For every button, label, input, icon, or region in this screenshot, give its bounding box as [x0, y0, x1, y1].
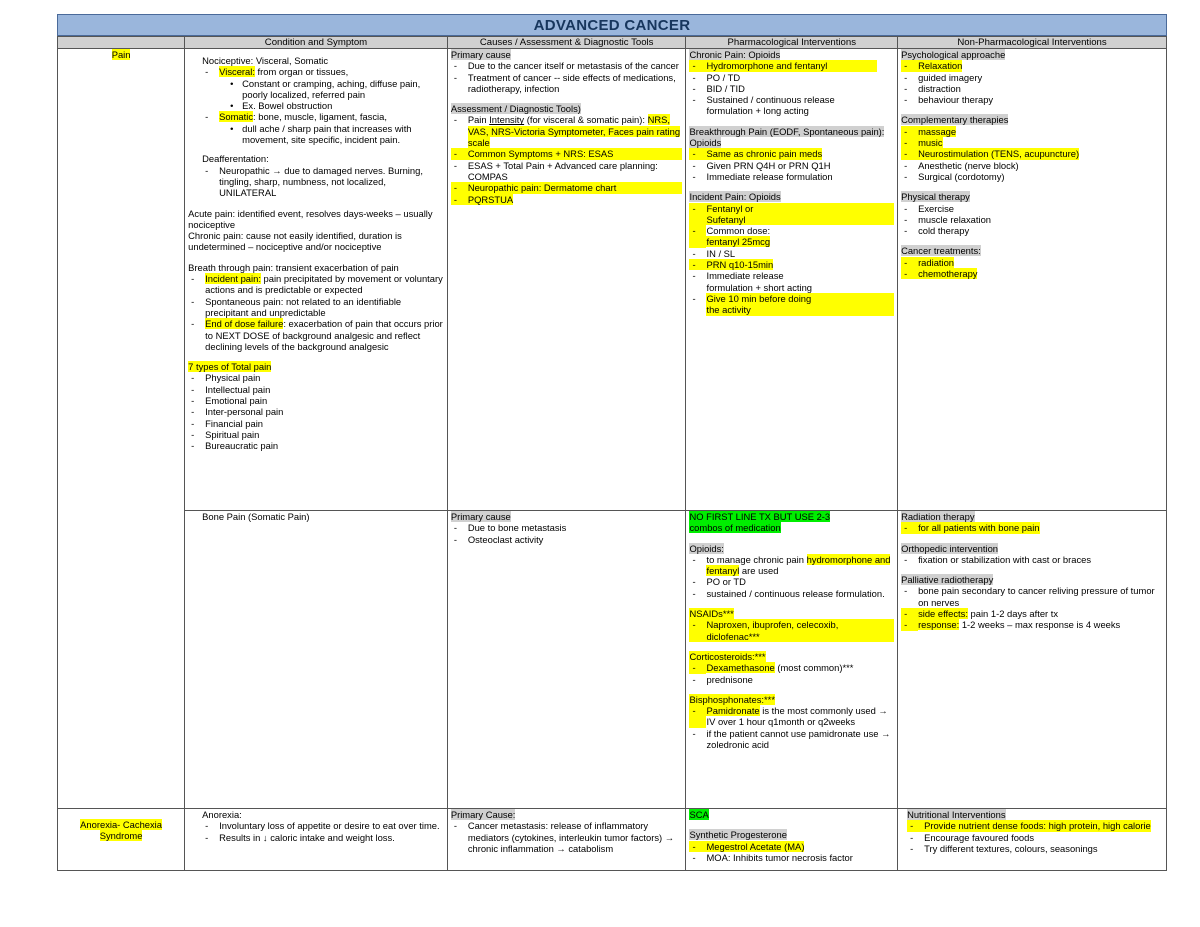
visceral-text: from organ or tissues, — [254, 66, 349, 78]
header-causes: Causes / Assessment & Diagnostic Tools — [447, 37, 686, 49]
nonpharm-item: - response: 1-2 weeks – max response is 4 weeks — [901, 619, 1163, 630]
pharm-item: - Naproxen, ibuprofen, celecoxib, diclofenac*** — [689, 619, 894, 642]
pharm-item: - Dexamethasone (most common)*** — [689, 662, 894, 673]
deafferentation-heading: Deafferentation: — [202, 153, 269, 165]
pain-label-cell — [58, 49, 185, 809]
nutritional-heading: Nutritional Interventions — [907, 809, 1006, 820]
intensity-term: Intensity — [489, 114, 525, 126]
acute-pain-text: Acute pain: identified event, resolves days-weeks – usually nociceptive — [188, 207, 433, 230]
pharm-item: - MOA: Inhibits tumor necrosis factor — [692, 851, 853, 863]
sca-label: SCA — [689, 809, 709, 820]
neuropathic-text: Neuropathic → due to damaged nerves. Burning, tingling, sharp, numbness, not localized, UNILATERAL — [219, 164, 423, 199]
end-of-dose-term: End of dose failure — [205, 318, 284, 330]
nonpharm-text: bone pain secondary to cancer reliving pressure of tumor on nerves — [918, 585, 1155, 608]
incident-term: Incident pain: — [205, 273, 261, 285]
pharm-text: Immediate release formulation — [706, 170, 833, 182]
assessment-text: Common Symptoms + NRS: ESAS — [467, 148, 614, 160]
pain-causes-cell — [447, 49, 686, 511]
visceral-bullet-text: Ex. Bowel obstruction — [242, 100, 333, 112]
assessment-text: (for visceral & somatic pain): — [524, 114, 648, 126]
pharm-item: - prednisone — [692, 673, 753, 685]
nonpharm-text: for all patients with bone pain — [918, 522, 1040, 534]
anorexia-primary-heading: Primary Cause: — [450, 809, 516, 820]
incident-pain-item: - Incident pain: pain precipitated by movement or voluntary actions and is predictable or expected — [191, 273, 443, 296]
total-pain-text: Bureaucratic pain — [205, 440, 279, 452]
pharm-text: Given PRN Q4H or PRN Q1H — [706, 159, 831, 171]
header-pharm: Pharmacological Interventions — [686, 37, 898, 49]
anorexia-row — [58, 809, 1167, 871]
anorexia-label: Anorexia- Cachexia Syndrome — [80, 819, 162, 842]
pharm-item: - if the patient cannot use pamidronate use → zoledronic acid — [689, 728, 894, 751]
psych-heading: Psychological approache — [901, 49, 1006, 60]
pharm-text: BID / TID — [706, 82, 745, 94]
anorexia-condition-cell — [185, 809, 448, 871]
pharm-text: Naproxen, ibuprofen, celecoxib, diclofenac*** — [706, 619, 894, 642]
anorexia-causes-cell — [447, 809, 686, 871]
nonpharm-text: behaviour therapy — [918, 94, 994, 106]
pharm-item: - Given PRN Q4H or PRN Q1H — [692, 159, 831, 171]
somatic-bullet-1: • dull ache / sharp pain that increases with movement, site specific, incident pain. — [188, 123, 444, 146]
document-page — [57, 14, 1167, 871]
anorexia-nonpharm-cell — [898, 809, 1167, 871]
cause-text: Due to bone metastasis — [467, 522, 567, 534]
nonpharm-item: - music — [901, 137, 1163, 148]
assessment-text: ESAS + Total Pain + Advanced care planning: COMPAS — [467, 159, 658, 182]
nonpharm-term: side effects: — [918, 608, 968, 620]
bone-pain-heading: Bone Pain (Somatic Pain) — [202, 511, 310, 522]
total-pain-item: - Inter-personal pain — [191, 406, 284, 418]
pharm-text: sustained / continuous release formulation. — [706, 587, 885, 599]
nonpharm-text: chemotherapy — [918, 268, 978, 280]
nonpharm-item: - fixation or stabilization with cast or braces — [904, 553, 1092, 565]
pharm-item: - Same as chronic pain meds — [689, 148, 894, 159]
spontaneous-text: Spontaneous pain: not related to an identifiable precipitant and unpredictable — [205, 295, 402, 318]
header-nonpharm: Non-Pharmacological Interventions — [898, 37, 1167, 49]
pharm-item: - Sustained / continuous release formulation + long acting — [689, 94, 894, 117]
cause-item: - Due to the cancer itself or metastasis of the cancer — [453, 60, 679, 72]
nonpharm-item: - Provide nutrient dense foods: high protein, high calorie — [901, 820, 1163, 831]
incident-heading: Incident Pain: Opioids — [689, 191, 781, 203]
pharm-text: IN / SL — [706, 247, 736, 259]
assessment-item: - Neuropathic pain: Dermatome chart — [451, 182, 683, 193]
nonpharm-text: Encourage favoured foods — [924, 831, 1035, 843]
bone-pharm-cell — [686, 511, 898, 809]
total-pain-item: - Intellectual pain — [191, 383, 271, 395]
neuropathic-item: - Neuropathic → due to damaged nerves. Burning, tingling, sharp, numbness, not localized, UNILATERAL — [188, 165, 444, 199]
somatic-bullet-text: dull ache / sharp pain that increases with movement, site specific, incident pain. — [242, 122, 412, 146]
pharm-item: - Common dose: fentanyl 25mcg — [689, 225, 894, 248]
pharm-text: Common dose: — [706, 225, 771, 237]
total-pain-text: Financial pain — [205, 417, 264, 429]
orthopedic-heading: Orthopedic intervention — [901, 542, 998, 554]
nonpharm-item: - bone pain secondary to cancer reliving pressure of tumor on nerves — [901, 585, 1163, 608]
pharm-item: - sustained / continuous release formulation. — [692, 587, 885, 599]
nonpharm-text: muscle relaxation — [918, 213, 992, 225]
physical-therapy-heading: Physical therapy — [901, 191, 970, 203]
opioids-heading: Opioids: — [689, 542, 724, 554]
pharm-item: - PRN q10-15min — [689, 259, 894, 270]
anorexia-item: - Involuntary loss of appetite or desire to eat over time. — [205, 820, 440, 832]
pharm-text: Give 10 min before doing the activity — [706, 293, 894, 316]
bone-condition-cell — [185, 511, 448, 809]
pharm-text: Hydromorphone and fentanyl — [706, 60, 877, 71]
breakthrough-pain-text: Breath through pain: transient exacerbation of pain — [188, 261, 399, 273]
total-pain-item: - Spiritual pain — [191, 428, 260, 440]
pharm-text: PO / TD — [706, 71, 741, 83]
total-pain-text: Physical pain — [205, 372, 261, 384]
nonpharm-text: cold therapy — [918, 225, 970, 237]
nonpharm-item: - muscle relaxation — [904, 213, 992, 225]
header-condition: Condition and Symptom — [185, 37, 448, 49]
pharm-text: hydromorphone and fentanyl — [706, 553, 891, 577]
pharm-text: to manage chronic pain — [706, 553, 807, 565]
visceral-term: Visceral: — [219, 66, 255, 78]
visceral-bullet-1: • Constant or cramping, aching, diffuse pain, poorly localized, referred pain — [188, 78, 444, 101]
assessment-item: - ESAS + Total Pain + Advanced care planning: COMPAS — [451, 160, 683, 183]
total-pain-text: Inter-personal pain — [205, 406, 284, 418]
nsaids-heading: NSAIDs*** — [689, 608, 734, 620]
nonpharm-item: - cold therapy — [904, 225, 970, 237]
nonpharm-text: Relaxation — [918, 60, 963, 72]
cause-text: Osteoclast activity — [467, 533, 544, 545]
pharm-text: Same as chronic pain meds — [706, 148, 823, 160]
nonpharm-item: - Surgical (cordotomy) — [904, 170, 1005, 182]
bone-nonpharm-cell — [898, 511, 1167, 809]
nonpharm-text: Provide nutrient dense foods: high protein, high calorie — [924, 820, 1151, 832]
pharm-item: - to manage chronic pain hydromorphone and fentanyl are used — [692, 553, 891, 577]
nonpharm-item: - Relaxation — [901, 60, 1163, 71]
bone-causes-cell — [447, 511, 686, 809]
pharm-text: are used — [739, 565, 779, 577]
nonpharm-text: 1-2 weeks – max response is 4 weeks — [959, 619, 1121, 631]
pain-label: Pain — [111, 49, 131, 60]
assessment-item: - Pain Intensity (for visceral & somatic pain): NRS, VAS, NRS-Victoria Symptometer, Faces pain rating scale — [453, 114, 681, 149]
nonpharm-text: Exercise — [918, 202, 955, 214]
breakthrough-heading: Breakthrough Pain (EODF, Spontaneous pain): Opioids — [689, 125, 885, 149]
nonpharm-item: - radiation — [901, 257, 1163, 268]
nonpharm-item: - for all patients with bone pain — [901, 522, 1163, 533]
cause-text: Treatment of cancer -- side effects of medications, radiotherapy, infection — [467, 71, 676, 94]
palliative-radiotherapy-heading: Palliative radiotherapy — [901, 574, 994, 586]
pharm-item: - Hydromorphone and fentanyl — [689, 60, 894, 71]
cancer-treatments-heading: Cancer treatments: — [901, 245, 981, 257]
header-blank — [58, 37, 185, 49]
bisphosphonates-heading: Bisphosphonates:*** — [689, 693, 775, 705]
assessment-text: Neuropathic pain: Dermatome chart — [467, 182, 617, 194]
nonpharm-text: distraction — [918, 82, 961, 94]
anorexia-pharm-cell — [686, 809, 898, 871]
header-row — [58, 37, 1167, 49]
anorexia-text: Results in ↓ caloric intake and weight loss. — [219, 831, 395, 843]
anorexia-item: - Results in ↓ caloric intake and weight loss. — [205, 831, 395, 843]
nonpharm-item: - distraction — [904, 82, 961, 94]
document-title: ADVANCED CANCER — [57, 14, 1167, 36]
anorexia-label-cell — [58, 809, 185, 871]
pharm-item: - Give 10 min before doing the activity — [689, 293, 894, 316]
assessment-item: - PQRSTUA — [451, 194, 683, 205]
nonpharm-item: - Exercise — [904, 202, 955, 214]
nociceptive-heading: Nociceptive: Visceral, Somatic — [202, 55, 329, 66]
pharm-item: - Pamidronate is the most commonly used → IV over 1 hour q1month or q2weeks — [689, 705, 894, 728]
total-pain-heading — [188, 361, 444, 372]
cause-item: - Treatment of cancer -- side effects of medications, radiotherapy, infection — [451, 72, 683, 95]
nonpharm-item: - Anesthetic (nerve block) — [904, 159, 1019, 171]
nonpharm-item: - Neurostimulation (TENS, acupuncture) — [901, 148, 1163, 159]
synthetic-progesterone-heading: Synthetic Progesterone — [689, 829, 787, 841]
pharm-text: is the most commonly used → IV over 1 hour q1month or q2weeks — [706, 705, 888, 728]
total-pain-text: Emotional pain — [205, 395, 268, 407]
nonpharm-text: fixation or stabilization with cast or braces — [918, 553, 1092, 565]
pharm-text: Sustained / continuous release formulation + long acting — [706, 94, 835, 117]
spontaneous-pain-item: - Spontaneous pain: not related to an identifiable precipitant and unpredictable — [188, 296, 444, 319]
total-pain-item: - Physical pain — [191, 372, 261, 384]
total-pain-item: - Emotional pain — [191, 395, 268, 407]
complementary-heading: Complementary therapies — [901, 114, 1009, 126]
pharm-text: MOA: Inhibits tumor necrosis factor — [706, 851, 853, 863]
nonpharm-text: Anesthetic (nerve block) — [918, 159, 1019, 171]
pharm-text: Dexamethasone — [706, 662, 775, 674]
pain-pharm-cell — [686, 49, 898, 511]
nonpharm-item: - chemotherapy — [901, 268, 1163, 279]
pharm-text: prednisone — [706, 673, 753, 685]
pain-condition-cell — [185, 49, 448, 511]
nonpharm-text: Surgical (cordotomy) — [918, 170, 1005, 182]
nonpharm-term: response: — [918, 619, 960, 631]
assessment-text: PQRSTUA — [467, 193, 514, 205]
total-pain-text: Spiritual pain — [205, 428, 260, 440]
nonpharm-text: radiation — [918, 256, 955, 268]
cause-text: Due to the cancer itself or metastasis of the cancer — [467, 60, 679, 72]
pharm-item: - BID / TID — [692, 82, 745, 94]
pharm-item: - Megestrol Acetate (MA) — [689, 841, 894, 852]
corticosteroids-heading: Corticosteroids:*** — [689, 650, 766, 662]
nonpharm-text: music — [918, 137, 943, 149]
pain-nonpharm-cell — [898, 49, 1167, 511]
nonpharm-text: massage — [918, 125, 957, 137]
pharm-text: if the patient cannot use pamidronate use → zoledronic acid — [706, 727, 891, 751]
cause-item: - Osteoclast activity — [453, 533, 544, 545]
assessment-item: - Common Symptoms + NRS: ESAS — [451, 148, 683, 159]
total-pain-item: - Bureaucratic pain — [191, 440, 279, 452]
cause-text: Cancer metastasis: release of inflammatory mediators (cytokines, interleukin tumor factors) → chronic inflammation → catabolism — [467, 820, 675, 854]
nonpharm-text: pain 1-2 days after tx — [967, 608, 1059, 620]
pharm-text: fentanyl 25mcg — [706, 236, 771, 248]
nonpharm-item: - Try different textures, colours, seasonings — [910, 842, 1098, 854]
bone-primary-heading: Primary cause — [450, 511, 511, 522]
nonpharm-text: Neurostimulation (TENS, acupuncture) — [918, 148, 1080, 160]
total-pain-term: 7 types of Total pain — [188, 361, 272, 373]
pharm-text: Pamidronate — [706, 705, 760, 717]
assessment-heading: Assessment / Diagnostic Tools) — [450, 103, 581, 115]
pharm-text: Megestrol Acetate (MA) — [706, 840, 805, 852]
anorexia-text: Involuntary loss of appetite or desire to eat over time. — [219, 820, 440, 832]
nonpharm-text: guided imagery — [918, 71, 983, 83]
pain-row — [58, 49, 1167, 511]
bone-pain-row — [58, 511, 1167, 809]
pharm-item: - IN / SL — [692, 247, 736, 259]
cause-item: - Due to bone metastasis — [453, 522, 567, 534]
chronic-pain-text: Chronic pain: cause not easily identified, duration is undetermined – nociceptive and/or nociceptive — [188, 230, 402, 253]
nonpharm-item: - Encourage favoured foods — [910, 831, 1035, 843]
end-of-dose-item: - End of dose failure: exacerbation of pain that occurs prior to NEXT DOSE of background analgesic and reflect declining levels of the background analgesic — [191, 318, 443, 352]
pharm-text: Immediate release formulation + short acting — [706, 270, 813, 293]
nonpharm-item: - massage — [901, 126, 1163, 137]
assessment-text: Pain — [467, 114, 490, 126]
nonpharm-item: - side effects: pain 1-2 days after tx — [901, 608, 1163, 619]
pharm-item: - Immediate release formulation + short acting — [689, 270, 894, 293]
visceral-bullet-text: Constant or cramping, aching, diffuse pain, poorly localized, referred pain — [242, 77, 421, 100]
pharm-item: - Immediate release formulation — [692, 170, 833, 182]
visceral-bullet-2: • Ex. Bowel obstruction — [230, 100, 333, 112]
nonpharm-text: Try different textures, colours, seasonings — [924, 842, 1098, 854]
total-pain-item: - Financial pain — [191, 417, 264, 429]
nonpharm-item: - behaviour therapy — [904, 94, 994, 106]
pharm-item: - PO / TD — [692, 71, 741, 83]
pharm-text: (most common)*** — [774, 662, 854, 674]
visceral-item: - Visceral: from organ or tissues, — [205, 66, 349, 78]
nonpharm-item: - guided imagery — [904, 71, 983, 83]
pharm-text: PO or TD — [706, 576, 746, 588]
pharm-text: Fentanyl or Sufetanyl — [706, 203, 894, 226]
care-table — [57, 36, 1167, 871]
cause-item: - Cancer metastasis: release of inflammatory mediators (cytokines, interleukin tumor factors) → chronic inflammation → catabolism — [451, 820, 683, 854]
no-first-line-note: NO FIRST LINE TX BUT USE 2-3 combos of medication — [689, 511, 831, 534]
end-of-dose-text: : exacerbation of pain that occurs prior to NEXT DOSE of background analgesic and reflect declining levels of the background analgesic — [205, 318, 443, 352]
incident-text: pain precipitated by movement or voluntary actions and is predictable or expected — [205, 273, 443, 296]
chronic-pain-heading: Chronic Pain: Opioids — [689, 49, 781, 60]
radiation-heading: Radiation therapy — [901, 511, 975, 522]
pain-scales-text: NRS, VAS, NRS-Victoria Symptometer, Faces pain rating scale — [467, 114, 681, 149]
somatic-term: Somatic — [219, 111, 254, 123]
somatic-text: : bone, muscle, ligament, fascia, — [253, 111, 387, 123]
somatic-item: - Somatic: bone, muscle, ligament, fascia, — [205, 111, 387, 123]
total-pain-text: Intellectual pain — [205, 383, 271, 395]
primary-cause-heading: Primary cause — [450, 49, 511, 60]
anorexia-heading: Anorexia: — [202, 809, 242, 820]
pharm-item: - PO or TD — [692, 576, 746, 588]
pharm-item: - Fentanyl or Sufetanyl — [689, 203, 894, 226]
pharm-text: PRN q10-15min — [706, 259, 774, 271]
